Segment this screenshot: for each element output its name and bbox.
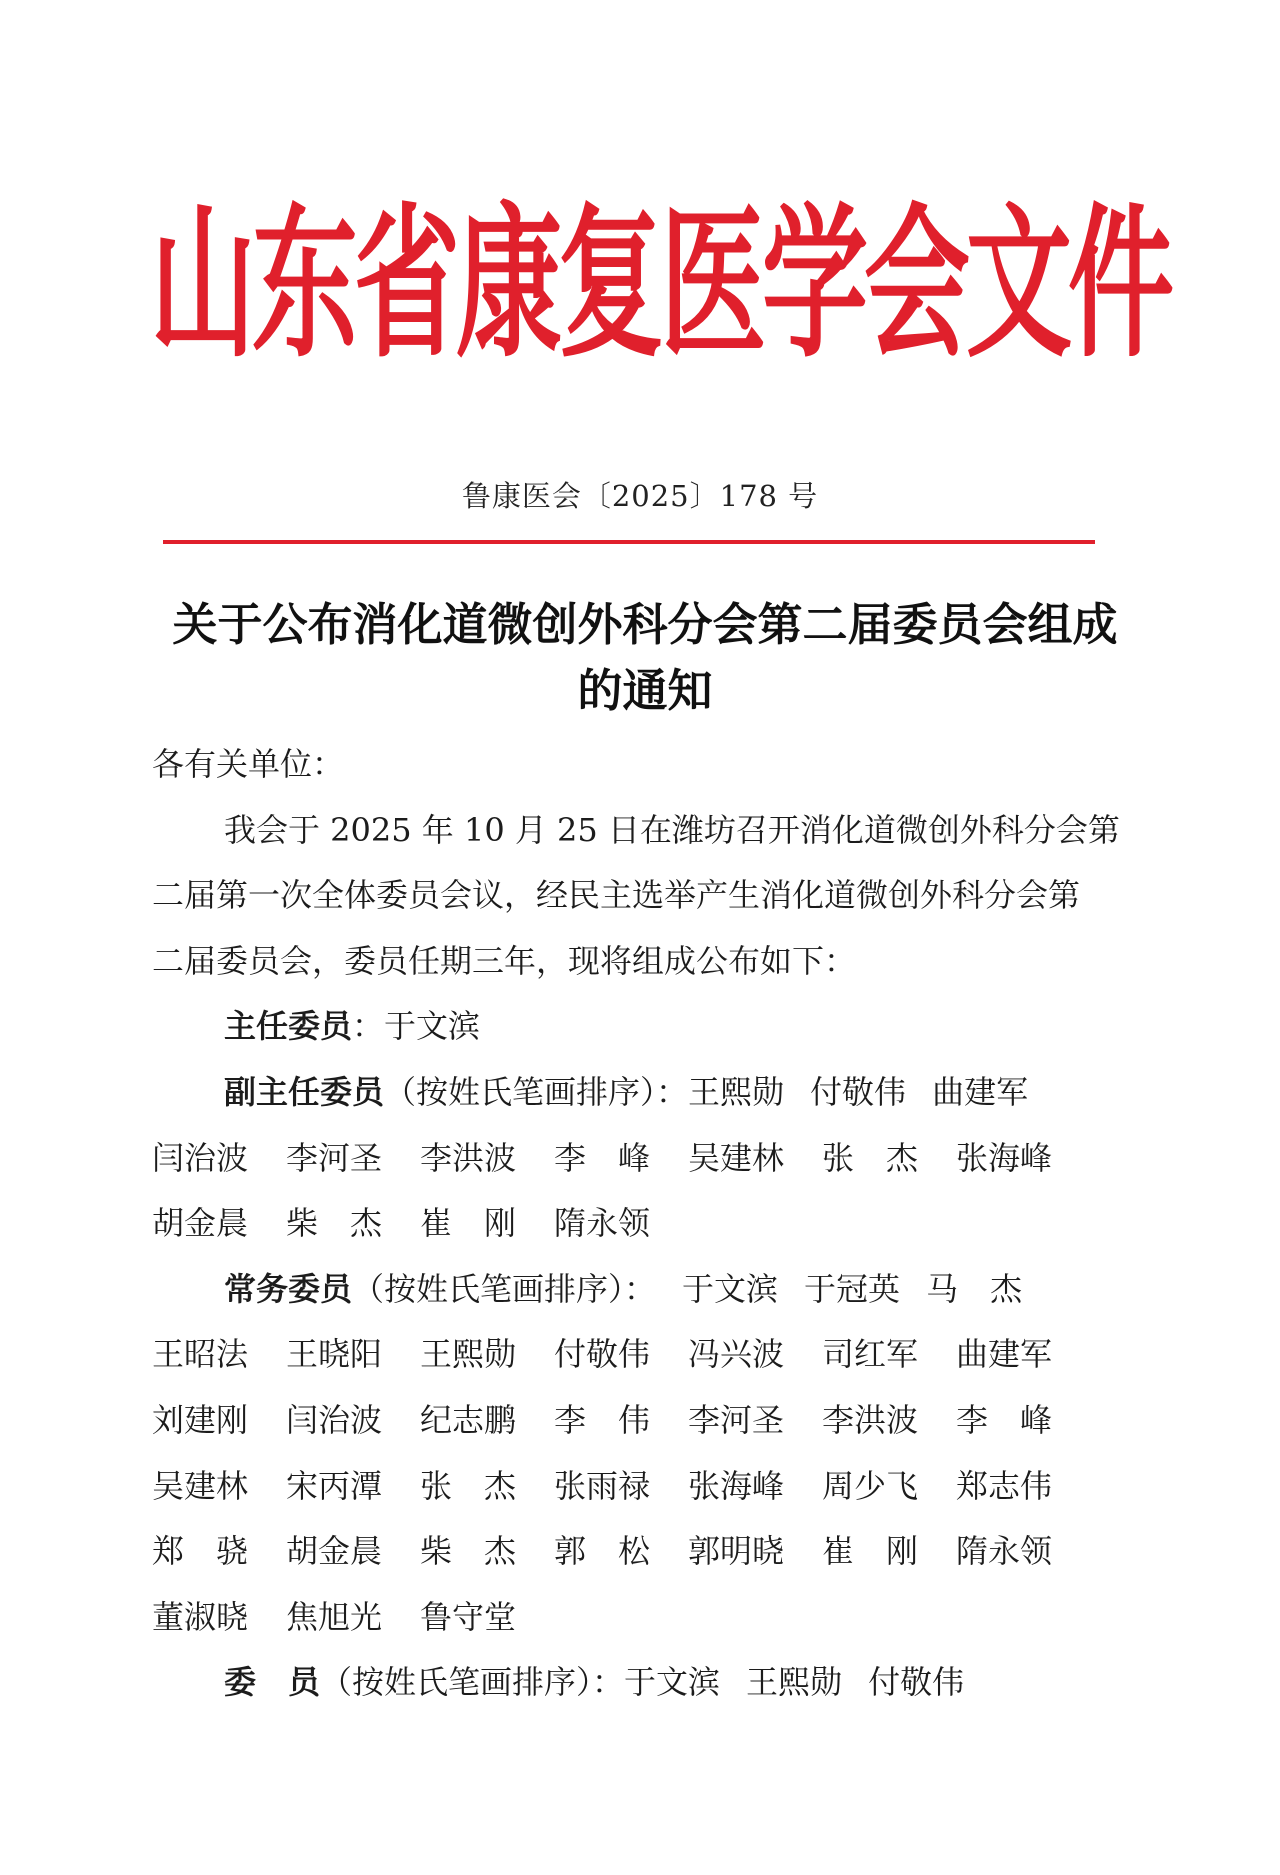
member-name: 李河圣 <box>688 1400 785 1439</box>
members-note: （按姓氏笔画排序）： <box>320 1663 625 1702</box>
member-name: 张海峰 <box>688 1466 785 1505</box>
member-name: 付敬伟 <box>554 1335 651 1374</box>
document-title <box>140 592 1150 724</box>
member-name: 鲁守堂 <box>420 1597 517 1636</box>
chair-separator: ： <box>352 1007 385 1046</box>
vice-chairs-note: （按姓氏笔画排序）： <box>384 1072 689 1111</box>
vice-chairs-label: 副主任委员 <box>224 1072 385 1111</box>
standing-note: （按姓氏笔画排序）： <box>352 1269 657 1308</box>
member-name: 闫治波 <box>286 1400 383 1439</box>
member-name: 王熙勋 <box>746 1663 843 1702</box>
member-name: 李 峰 <box>554 1138 651 1177</box>
member-name: 董淑晓 <box>152 1597 249 1636</box>
organization-header: 山东省康复医学会文件 <box>150 188 1170 380</box>
member-name: 张雨禄 <box>554 1466 651 1505</box>
member-name: 李 峰 <box>956 1400 1053 1439</box>
member-name: 郭 松 <box>554 1532 651 1571</box>
standing-heading <box>152 1257 1152 1323</box>
member-name: 崔 刚 <box>420 1204 517 1243</box>
member-name: 郭明晓 <box>688 1532 785 1571</box>
standing-row <box>152 1454 1152 1520</box>
member-name: 付敬伟 <box>868 1663 965 1702</box>
member-name: 李洪波 <box>822 1400 919 1439</box>
standing-row <box>152 1388 1152 1454</box>
members-label: 委 员 <box>224 1663 321 1702</box>
member-name: 柴 杰 <box>420 1532 517 1571</box>
member-name: 曲建军 <box>956 1335 1053 1374</box>
member-name: 纪志鹏 <box>420 1400 517 1439</box>
standing-row <box>152 1585 1152 1651</box>
paragraph-line: 二届第一次全体委员会议，经民主选举产生消化道微创外科分会第 <box>152 876 1081 915</box>
member-name: 张 杰 <box>420 1466 517 1505</box>
members-heading <box>152 1650 1152 1716</box>
member-name: 隋永领 <box>956 1532 1053 1571</box>
member-name: 李 伟 <box>554 1400 651 1439</box>
member-name: 王熙勋 <box>420 1335 517 1374</box>
chair-label: 主任委员 <box>224 1007 353 1046</box>
standing-row <box>152 1519 1152 1585</box>
member-name: 付敬伟 <box>810 1072 907 1111</box>
standing-row <box>152 1322 1152 1388</box>
chair-name: 于文滨 <box>384 1007 481 1046</box>
member-name: 吴建林 <box>688 1138 785 1177</box>
member-name: 宋丙潭 <box>286 1466 383 1505</box>
paragraph-line: 二届委员会，委员任期三年，现将组成公布如下： <box>152 941 857 980</box>
member-name: 王晓阳 <box>286 1335 383 1374</box>
member-name: 冯兴波 <box>688 1335 785 1374</box>
document-body <box>152 732 1152 1716</box>
document-number: 鲁康医会〔2025〕178 号 <box>461 479 819 513</box>
member-name: 王熙勋 <box>688 1072 785 1111</box>
member-name: 焦旭光 <box>286 1597 383 1636</box>
member-name: 郑志伟 <box>956 1466 1053 1505</box>
member-name: 司红军 <box>822 1335 919 1374</box>
standing-label: 常务委员 <box>224 1269 353 1308</box>
member-name: 吴建林 <box>152 1466 249 1505</box>
red-divider <box>163 540 1095 544</box>
member-name: 郑 骁 <box>152 1532 249 1571</box>
member-name: 柴 杰 <box>286 1204 383 1243</box>
member-name: 马 杰 <box>926 1269 1023 1308</box>
member-name: 王昭法 <box>152 1335 249 1374</box>
vice-chairs-heading <box>152 1060 1152 1126</box>
member-name: 李河圣 <box>286 1138 383 1177</box>
member-name: 隋永领 <box>554 1204 651 1243</box>
member-name: 崔 刚 <box>822 1532 919 1571</box>
member-name: 刘建刚 <box>152 1400 249 1439</box>
member-name: 张海峰 <box>956 1138 1053 1177</box>
member-name: 胡金晨 <box>152 1204 249 1243</box>
title-line-1: 关于公布消化道微创外科分会第二届委员会组成 <box>172 598 1118 651</box>
chair-line <box>152 994 1152 1060</box>
member-name: 周少飞 <box>822 1466 919 1505</box>
member-name: 胡金晨 <box>286 1532 383 1571</box>
member-name: 张 杰 <box>822 1138 919 1177</box>
member-name: 李洪波 <box>420 1138 517 1177</box>
title-line-2: 的通知 <box>577 664 713 717</box>
vice-chairs-row <box>152 1126 1152 1192</box>
member-name: 闫治波 <box>152 1138 249 1177</box>
salutation: 各有关单位： <box>152 745 345 783</box>
member-name: 曲建军 <box>932 1072 1029 1111</box>
member-name: 于文滨 <box>624 1663 721 1702</box>
paragraph-line: 我会于 2025 年 10 月 25 日在潍坊召开消化道微创外科分会第 <box>224 810 1120 849</box>
member-name: 于冠英 <box>804 1269 901 1308</box>
member-name: 于文滨 <box>682 1269 779 1308</box>
vice-chairs-row <box>152 1191 1152 1257</box>
